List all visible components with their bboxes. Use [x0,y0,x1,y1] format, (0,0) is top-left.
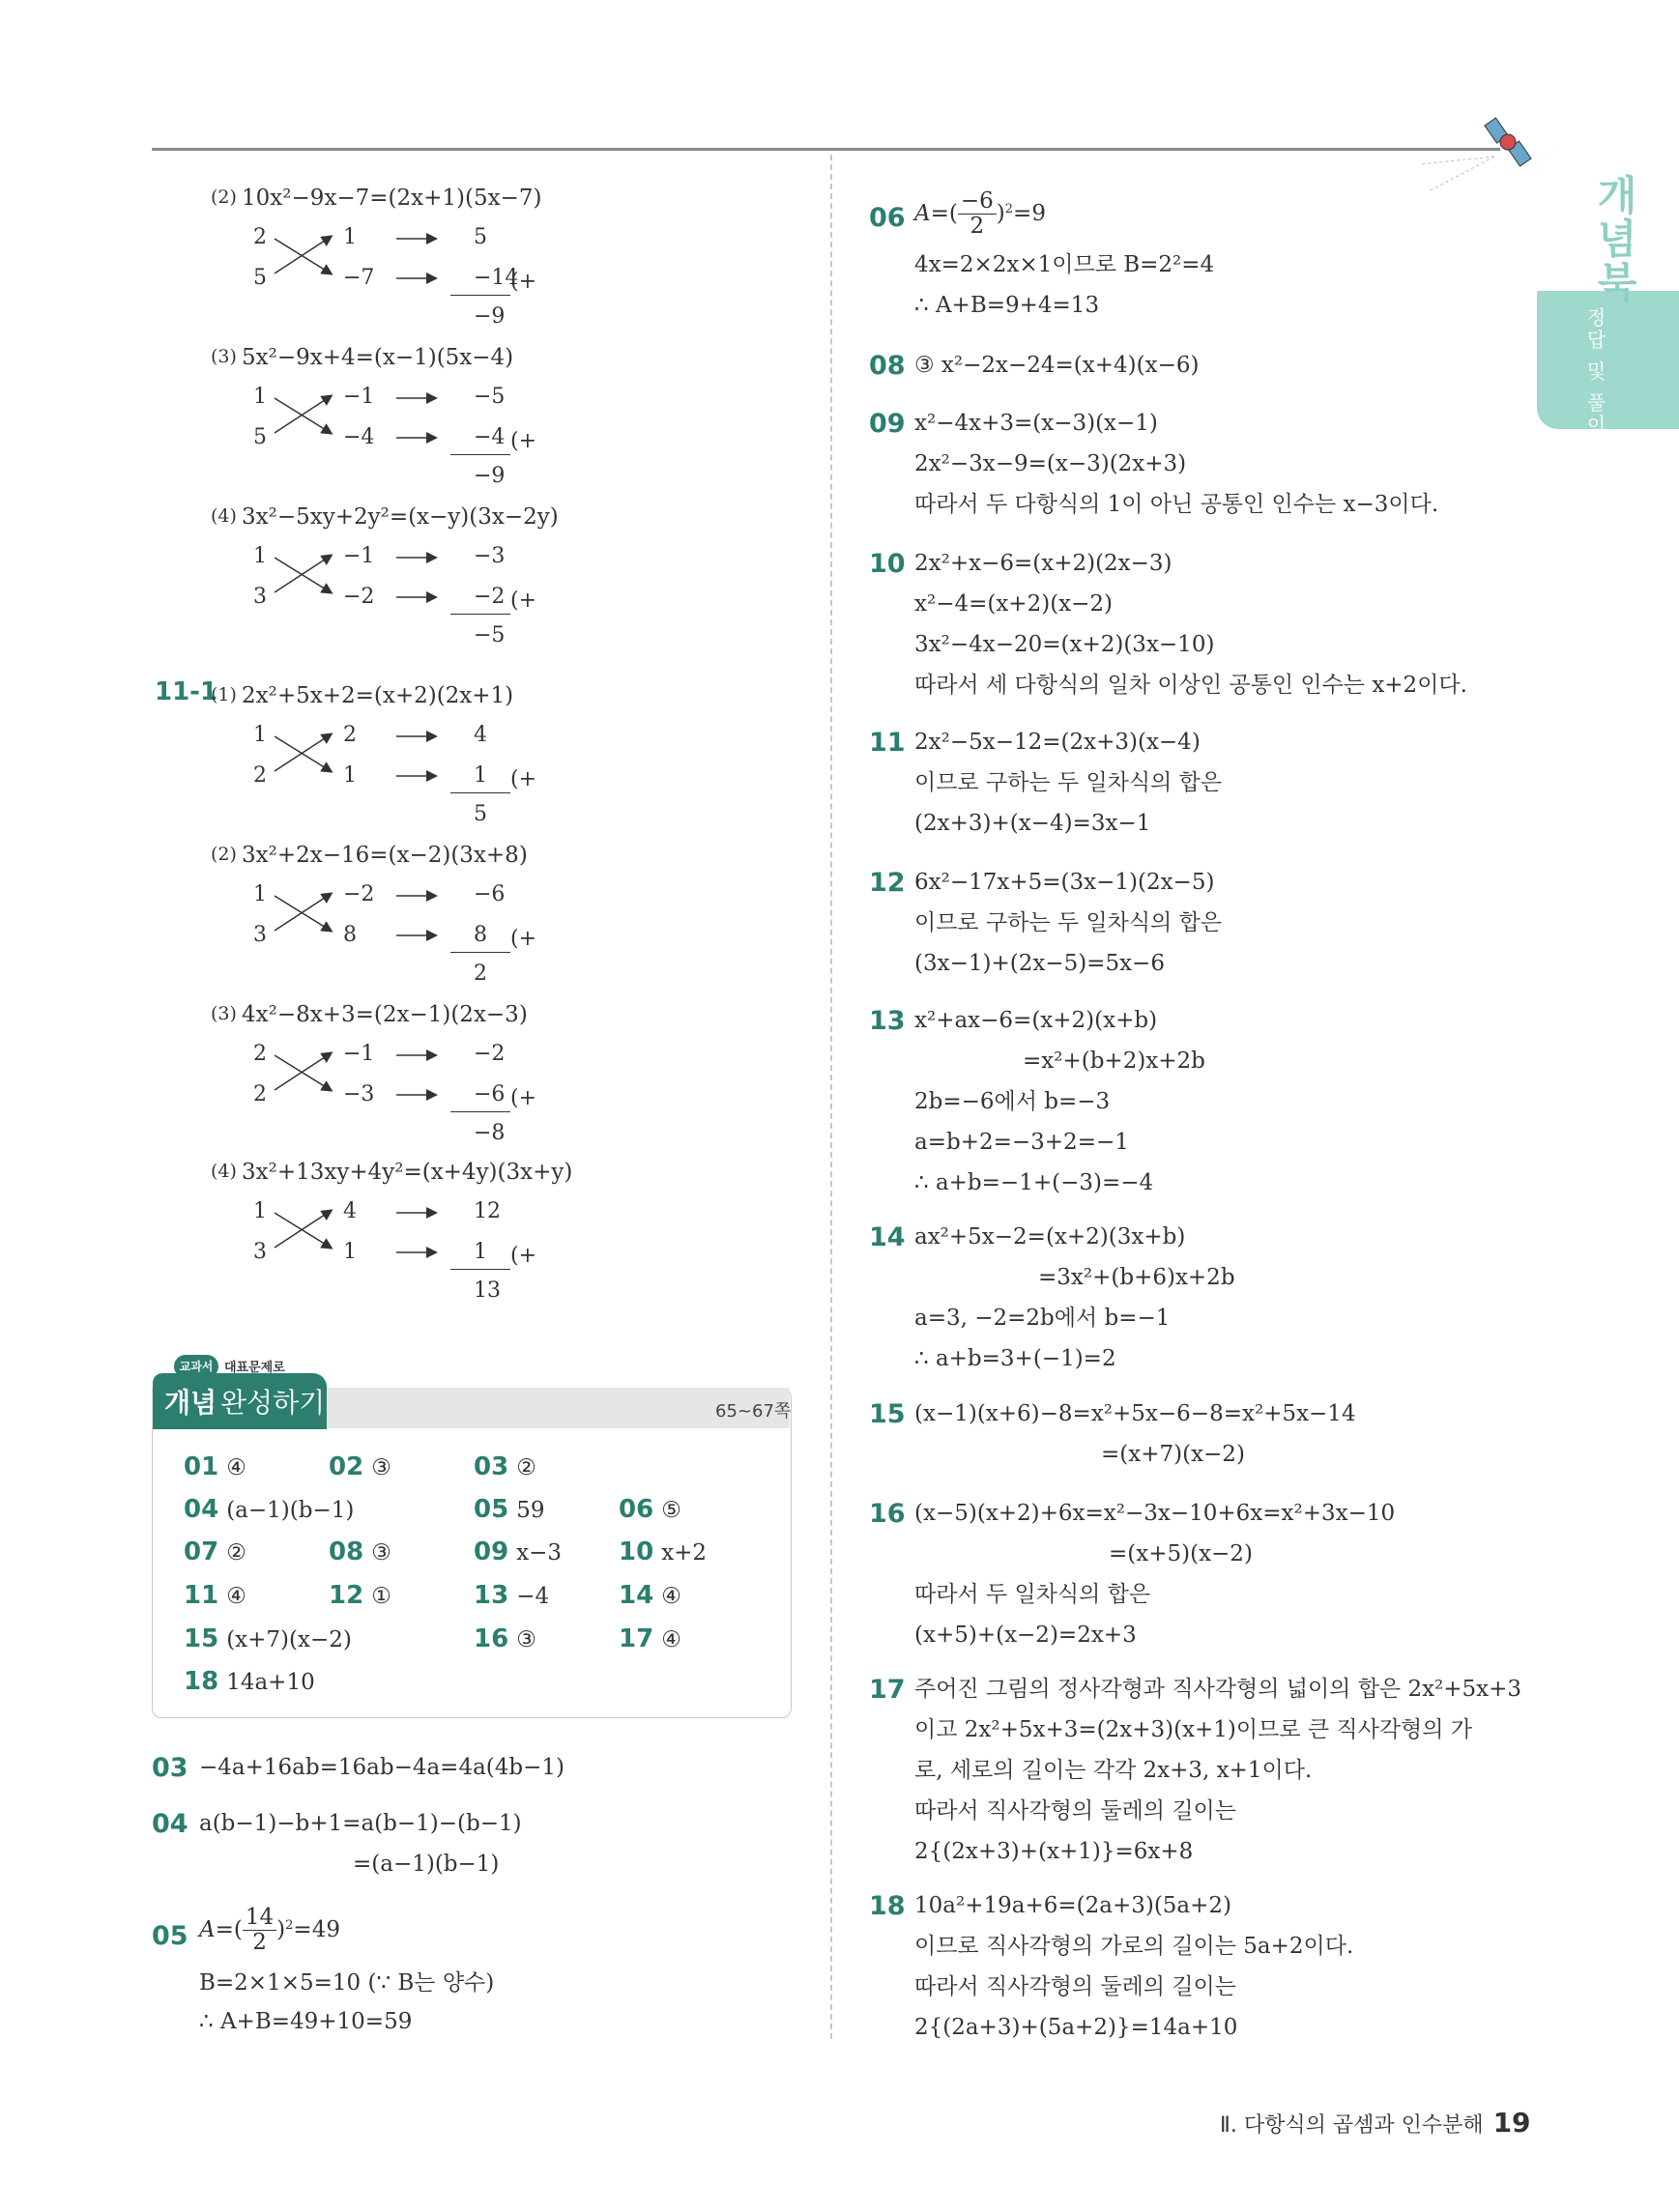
cross-value: 1 [343,763,357,788]
solution-number: 16 [869,1499,906,1529]
answer-item [184,1497,354,1522]
answer-value: ② [516,1455,536,1480]
sum-rule [450,1269,510,1270]
answer-box-subtitle: 대표문제로 [224,1361,285,1375]
answer-value: 14a+10 [226,1670,315,1695]
solution-number: 12 [869,868,906,898]
cross-value: 1 [253,544,267,568]
cross-diagram [242,1201,561,1327]
factorization-line: 3x²+2x−16=(x−2)(3x+8) [242,843,528,868]
answer-item [329,1539,391,1565]
answer-item [619,1539,707,1565]
cross-value: 1 [253,882,267,906]
solution-line: =x²+(b+2)x+2b [1023,1049,1205,1074]
answer-item [184,1583,246,1608]
answer-value: ③ [516,1627,536,1652]
answer-value: x−3 [516,1540,563,1566]
cross-value: 1 [253,1199,267,1223]
cross-value: 2 [343,723,357,747]
cross-value: −3 [474,544,506,568]
solution-line: A=( $\frac{-6}{2}$ )$^2$=9 [914,188,1046,240]
sum-rule [450,1111,510,1112]
answer-number: 04 [184,1495,219,1524]
solution-line: x²+ax−6=(x+2)(x+b) [914,1008,1158,1033]
solution-line: (2x+3)+(x−4)=3x−1 [914,811,1151,836]
answer-item [619,1626,681,1652]
plus-sign: (+ [510,927,537,951]
solution-line: ∴ a+b=3+(−1)=2 [914,1346,1116,1371]
sum-rule [450,952,510,953]
solution-line: a(b−1)−b+1=a(b−1)−(b−1) [199,1811,522,1836]
answer-number: 06 [619,1495,654,1524]
solution-number: 17 [869,1675,906,1705]
item-label: (4) [211,505,237,527]
solution-line: 4x=2×2x×1이므로 B=2²=4 [914,252,1215,277]
cross-value: 5 [474,225,487,249]
item-label: (2) [211,187,237,208]
side-tab-title: 개념북 [1591,174,1638,304]
item-label: (3) [211,346,237,367]
column-divider [830,155,832,2039]
cross-value: −2 [343,585,375,609]
satellite-icon [1484,114,1532,172]
answer-number: 07 [184,1537,219,1566]
cross-value: 1 [343,1240,357,1264]
cross-value: −14 [474,266,519,290]
cross-value: −4 [474,425,506,449]
answer-item [474,1539,562,1565]
answer-value: (x+7)(x−2) [226,1627,352,1652]
cross-value: −2 [474,1042,506,1066]
sum-rule [450,454,510,455]
solution-line: 6x²−17x+5=(3x−1)(2x−5) [914,870,1215,895]
answer-item [474,1497,544,1522]
answer-number: 11 [184,1581,219,1610]
solution-line: 이므로 구하는 두 일차식의 합은 [914,910,1223,935]
sum-value: −5 [474,623,506,647]
cross-value: −7 [343,266,375,290]
solution-number: 10 [869,549,906,579]
answer-number: 18 [184,1667,219,1696]
answer-item [474,1583,549,1608]
answer-number: 14 [619,1581,654,1610]
cross-value: 5 [253,425,267,449]
answer-item [474,1454,536,1479]
cross-diagram [242,1044,561,1169]
answer-value: ① [371,1584,391,1609]
solution-line: =(x+7)(x−2) [1101,1442,1245,1467]
factorization-line: 3x²+13xy+4y²=(x+4y)(3x+y) [242,1160,573,1185]
solution-line: 로, 세로의 길이는 각각 2x+3, x+1이다. [914,1758,1313,1783]
item-label: (4) [211,1161,237,1182]
answer-number: 17 [619,1624,654,1653]
cross-value: 8 [474,923,487,947]
solution-line: 따라서 직사각형의 둘레의 길이는 [914,1798,1236,1824]
factorization-line: 4x²−8x+3=(2x−1)(2x−3) [242,1002,528,1027]
answer-value: (a−1)(b−1) [226,1498,355,1523]
solution-number: 15 [869,1399,906,1429]
plus-sign: (+ [510,767,537,791]
solution-line: (x−1)(x+6)−8=x²+5x−6−8=x²+5x−14 [914,1401,1356,1426]
solution-line: 10a²+19a+6=(2a+3)(5a+2) [914,1893,1232,1918]
solution-line: a=b+2=−3+2=−1 [914,1130,1129,1155]
solution-line: ∴ A+B=9+4=13 [914,293,1100,318]
sum-value: 13 [474,1278,501,1303]
item-label: (2) [211,844,237,865]
solution-line: 따라서 세 다항식의 일차 이상인 공통인 인수는 x+2이다. [914,673,1467,698]
cross-value: 1 [474,1240,487,1264]
answer-number: 05 [474,1495,509,1524]
solution-line: 2x²−3x−9=(x−3)(2x+3) [914,451,1187,476]
solution-line: ∴ A+B=49+10=59 [199,2009,413,2034]
cross-value: −4 [343,425,375,449]
cross-value: −2 [474,585,506,609]
solution-number: 11 [869,728,906,758]
answer-value: x+2 [661,1540,708,1566]
solution-line: =(x+5)(x−2) [1109,1541,1253,1566]
solution-number: 06 [869,203,906,233]
solution-line: 2b=−6에서 b=−3 [914,1089,1111,1114]
answer-number: 10 [619,1537,654,1566]
answer-value: 59 [516,1498,545,1523]
answer-item [184,1539,246,1565]
sum-value: 2 [474,962,487,986]
textbook-badge: 교과서 [174,1355,218,1378]
solution-line: =(a−1)(b−1) [353,1852,500,1877]
answer-number: 02 [329,1452,364,1481]
answer-item [474,1626,536,1652]
cross-value: −1 [343,385,375,409]
item-label: (1) [211,684,237,705]
solution-number: 05 [152,1921,188,1951]
answer-value: ④ [661,1584,681,1609]
solution-line: x²−4x+3=(x−3)(x−1) [914,411,1158,436]
cross-value: 2 [253,763,267,788]
answer-value: −4 [516,1584,550,1609]
factorization-line: 5x²−9x+4=(x−1)(5x−4) [242,345,514,370]
answer-value: ④ [226,1455,246,1480]
solution-line: x²−4=(x+2)(x−2) [914,591,1114,617]
cross-value: 3 [253,923,267,947]
cross-value: −6 [474,882,506,906]
sum-value: 5 [474,802,487,826]
cross-value: 4 [474,723,487,747]
solution-line: 따라서 직사각형의 둘레의 길이는 [914,1974,1236,1999]
answer-item [619,1497,681,1522]
answer-number: 09 [474,1537,509,1566]
sum-value: −8 [474,1121,506,1145]
solution-line: B=2×1×5=10 (∵ B는 양수) [199,1970,495,1996]
answer-item [184,1626,352,1652]
cross-value: −2 [343,882,375,906]
answer-number: 12 [329,1581,364,1610]
answer-number: 03 [474,1452,509,1481]
page-footer [1220,2107,1531,2139]
answer-number: 01 [184,1452,219,1481]
solution-line: ③ x²−2x−24=(x+4)(x−6) [914,353,1200,378]
cross-value: 3 [253,585,267,609]
sum-value: −9 [474,464,506,488]
solution-number: 08 [869,351,906,381]
answer-item [184,1669,315,1694]
sum-rule [450,792,510,793]
plus-sign: (+ [510,1244,537,1268]
top-rule [152,148,1500,151]
cross-value: 1 [474,763,487,788]
solution-line: 이므로 직사각형의 가로의 길이는 5a+2이다. [914,1934,1354,1959]
answer-item [619,1583,681,1608]
solution-line: ax²+5x−2=(x+2)(3x+b) [914,1224,1186,1250]
plus-sign: (+ [510,1086,537,1110]
answer-item [329,1454,391,1479]
answer-number: 15 [184,1624,219,1653]
answer-value: ④ [226,1584,246,1609]
factorization-line: 3x²−5xy+2y²=(x−y)(3x−2y) [242,504,559,530]
item-label: (3) [211,1003,237,1024]
cross-diagram [242,227,561,353]
cross-value: −3 [343,1082,375,1106]
solution-line: 2x²+x−6=(x+2)(2x−3) [914,551,1172,576]
solution-line: (3x−1)+(2x−5)=5x−6 [914,951,1165,976]
cross-diagram [242,725,561,850]
plus-sign: (+ [510,589,537,613]
factorization-line: 10x²−9x−7=(2x+1)(5x−7) [242,186,542,211]
solution-line: 2{(2a+3)+(5a+2)}=14a+10 [914,2015,1238,2040]
page-number: 19 [1492,2107,1531,2139]
solution-line: 2{(2x+3)+(x+1)}=6x+8 [914,1839,1194,1864]
solution-line: (x+5)+(x−2)=2x+3 [914,1623,1137,1648]
cross-value: 12 [474,1199,501,1223]
solution-number: 14 [869,1222,906,1252]
answer-number: 08 [329,1537,364,1566]
solution-line: a=3, −2=2b에서 b=−1 [914,1306,1171,1331]
answer-box-title-bold: 개념 [164,1387,217,1419]
solution-line: 이고 2x²+5x+3=(2x+3)(x+1)이므로 큰 직사각형의 가 [914,1717,1473,1742]
cross-value: 2 [253,225,267,249]
answer-value: ③ [371,1455,391,1480]
answer-number: 13 [474,1581,509,1610]
side-tab-subtitle: 정답 및 풀이 [1583,307,1607,437]
cross-diagram [242,387,561,512]
solution-line: 따라서 두 일차식의 합은 [914,1582,1151,1607]
answer-item [329,1583,391,1608]
answer-value: ② [226,1540,246,1566]
cross-value: 8 [343,923,357,947]
answer-item [184,1454,246,1479]
solution-line: (x−5)(x+2)+6x=x²−3x−10+6x=x²+3x−10 [914,1501,1396,1526]
solution-line: 이므로 구하는 두 일차식의 합은 [914,770,1223,795]
solution-number: 04 [152,1809,188,1839]
solution-line: 3x²−4x−20=(x+2)(3x−10) [914,632,1215,657]
cross-diagram [242,546,561,672]
plus-sign: (+ [510,429,537,453]
solution-number: 13 [869,1006,906,1036]
cross-diagram [242,884,561,1010]
factorization-line: 2x²+5x+2=(x+2)(2x+1) [242,683,514,708]
answer-value: ④ [661,1627,681,1652]
cross-value: 2 [253,1042,267,1066]
cross-value: −5 [474,385,506,409]
cross-value: 1 [253,385,267,409]
chapter-title: Ⅱ. 다항식의 곱셈과 인수분해 [1220,2113,1484,2138]
answer-value: ⑤ [661,1498,681,1523]
cross-value: −6 [474,1082,506,1106]
solution-number: 09 [869,409,906,439]
answer-value: ③ [371,1540,391,1566]
cross-value: −1 [343,1042,375,1066]
problem-number: 11-1 [155,677,218,706]
solution-line: ∴ a+b=−1+(−3)=−4 [914,1170,1154,1195]
solution-line: −4a+16ab=16ab−4a=4a(4b−1) [199,1755,565,1780]
plus-sign: (+ [510,270,537,294]
cross-value: 1 [253,723,267,747]
solution-number: 03 [152,1753,188,1783]
solution-number: 18 [869,1891,906,1921]
answer-number: 16 [474,1624,509,1653]
solution-line: A=( $\frac{14}{2}$ )$^2$=49 [199,1905,340,1956]
cross-value: 5 [253,266,267,290]
cross-value: 4 [343,1199,357,1223]
solution-line: =3x²+(b+6)x+2b [1038,1265,1235,1290]
cross-value: 3 [253,1240,267,1264]
sum-rule [450,614,510,615]
cross-value: 1 [343,225,357,249]
solution-line: 주어진 그림의 정사각형과 직사각형의 넓이의 합은 2x²+5x+3 [914,1677,1522,1702]
cross-value: 2 [253,1082,267,1106]
solution-line: 2x²−5x−12=(2x+3)(x−4) [914,730,1201,755]
answer-box-title: 완성하기 [220,1387,326,1419]
sum-value: −9 [474,304,506,329]
answer-box-pages: 65~67쪽 [715,1401,792,1422]
solution-line: 따라서 두 다항식의 1이 아닌 공통인 인수는 x−3이다. [914,492,1439,517]
cross-value: −1 [343,544,375,568]
sum-rule [450,295,510,296]
